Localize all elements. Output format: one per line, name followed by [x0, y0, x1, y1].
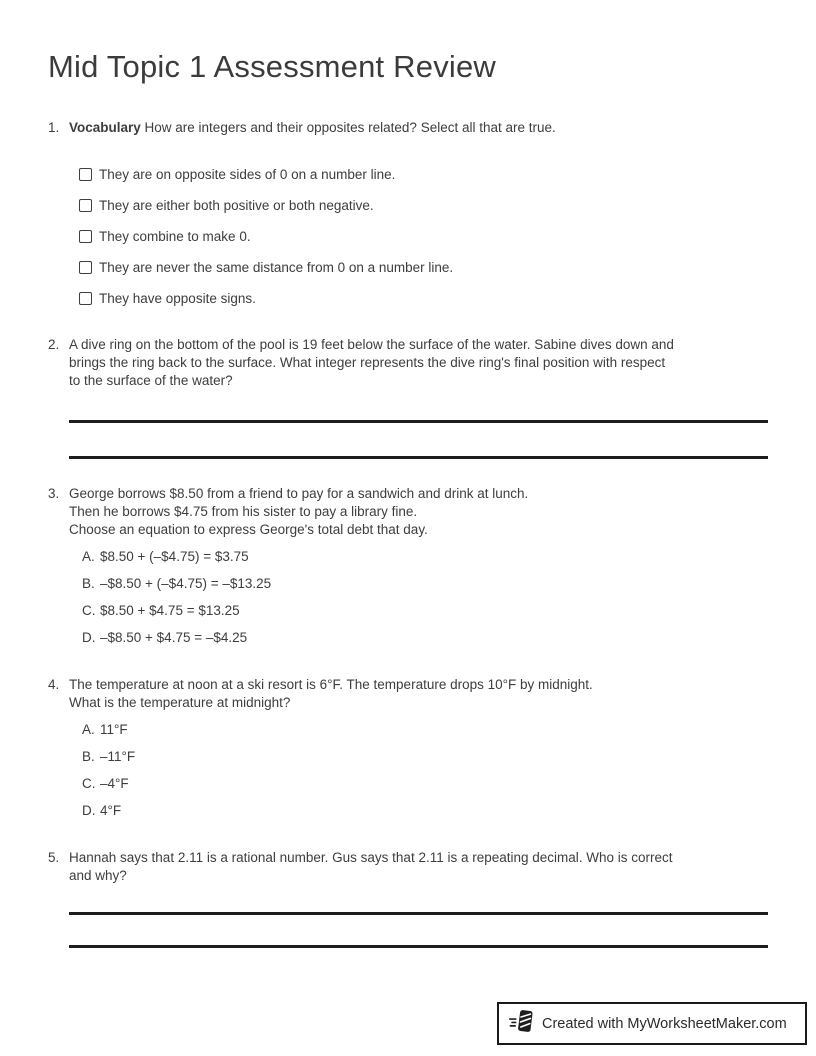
question-2-text: to the surface of the water?	[69, 373, 233, 388]
question-4-text: What is the temperature at midnight?	[69, 695, 291, 710]
question-1-prompt: How are integers and their opposites related? Select all that are true.	[140, 120, 556, 135]
question-3-text: Then he borrows $4.75 from his sister to pay a library fine.	[69, 504, 418, 519]
checkbox-label: They have opposite signs.	[99, 290, 256, 306]
choice-text: 4°F	[100, 803, 122, 818]
checkbox-option-row	[79, 290, 768, 306]
choice-text: $8.50 + (–$4.75) = $3.75	[100, 549, 249, 564]
question-1-text	[69, 119, 768, 137]
checkbox-label: They are on opposite sides of 0 on a number line.	[99, 166, 396, 182]
worksheetmaker-logo-icon	[508, 1008, 535, 1040]
choice-letter: C.	[82, 603, 96, 618]
choice-text: –11°F	[100, 749, 136, 764]
choice-text: 11°F	[100, 722, 128, 737]
choice-letter: D.	[82, 803, 96, 818]
question-4-choices	[82, 722, 768, 819]
choice-text: $8.50 + $4.75 = $13.25	[100, 603, 240, 618]
choice-letter: D.	[82, 630, 96, 645]
question-5-text: and why?	[69, 868, 127, 883]
choice-letter: A.	[82, 722, 95, 737]
question-3	[48, 485, 768, 646]
checkbox-icon[interactable]	[79, 168, 92, 181]
question-3-text: George borrows $8.50 from a friend to pay for a sandwich and drink at lunch.	[69, 486, 529, 501]
question-1-keyword: Vocabulary	[69, 120, 141, 135]
checkbox-icon[interactable]	[79, 199, 92, 212]
question-2-number: 2.	[48, 337, 60, 352]
answer-line	[69, 456, 768, 459]
question-1-options	[79, 166, 768, 306]
choice-text: –$8.50 + (–$4.75) = –$13.25	[100, 576, 272, 591]
question-5-number: 5.	[48, 850, 60, 865]
footer-credit-text: Created with MyWorksheetMaker.com	[542, 1015, 787, 1032]
question-4-text: The temperature at noon at a ski resort is 6°F. The temperature drops 10°F by midnight.	[69, 677, 593, 692]
checkbox-icon[interactable]	[79, 230, 92, 243]
worksheetmaker-badge	[497, 1002, 807, 1045]
checkbox-icon[interactable]	[79, 261, 92, 274]
question-3-text: Choose an equation to express George's total debt that day.	[69, 522, 428, 537]
checkbox-option-row	[79, 166, 768, 182]
choice-letter: C.	[82, 776, 96, 791]
choice-text: –$8.50 + $4.75 = –$4.25	[100, 630, 248, 645]
answer-line	[69, 945, 768, 948]
question-3-choices	[82, 549, 768, 646]
checkbox-option-row	[79, 259, 768, 275]
choice-row	[82, 722, 768, 738]
checkbox-option-row	[79, 197, 768, 213]
choice-row	[82, 549, 768, 565]
question-4-number: 4.	[48, 677, 60, 692]
page-title: Mid Topic 1 Assessment Review	[48, 49, 497, 84]
question-2-text: brings the ring back to the surface. What integer represents the dive ring's final position with respect	[69, 355, 666, 370]
choice-letter: B.	[82, 576, 95, 591]
choice-row	[82, 776, 768, 792]
choice-row	[82, 603, 768, 619]
question-5-text: Hannah says that 2.11 is a rational number. Gus says that 2.11 is a repeating decimal. Who is correct	[69, 850, 673, 865]
checkbox-label: They combine to make 0.	[99, 228, 251, 244]
choice-row	[82, 803, 768, 819]
question-1	[48, 119, 768, 137]
choice-row	[82, 630, 768, 646]
choice-letter: B.	[82, 749, 95, 764]
checkbox-label: They are either both positive or both negative.	[99, 197, 374, 213]
choice-row	[82, 576, 768, 592]
checkbox-label: They are never the same distance from 0 on a number line.	[99, 259, 454, 275]
question-4	[48, 676, 768, 819]
answer-line	[69, 420, 768, 423]
checkbox-option-row	[79, 228, 768, 244]
question-2	[48, 336, 768, 390]
choice-text: –4°F	[100, 776, 129, 791]
answer-line	[69, 912, 768, 915]
question-1-number: 1.	[48, 120, 60, 135]
question-2-text: A dive ring on the bottom of the pool is 19 feet below the surface of the water. Sabine dives down and	[69, 337, 674, 352]
question-3-number: 3.	[48, 486, 60, 501]
checkbox-icon[interactable]	[79, 292, 92, 305]
choice-letter: A.	[82, 549, 95, 564]
question-5	[48, 849, 768, 885]
choice-row	[82, 749, 768, 765]
